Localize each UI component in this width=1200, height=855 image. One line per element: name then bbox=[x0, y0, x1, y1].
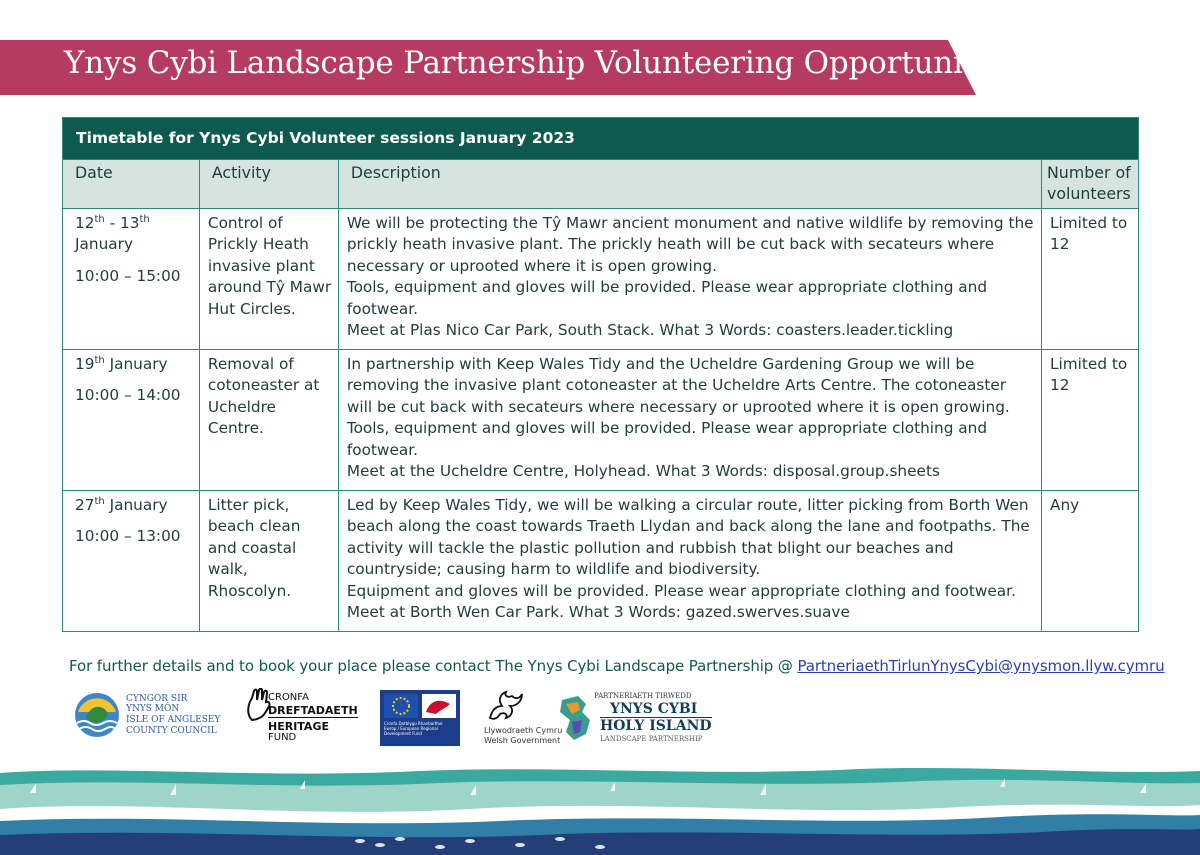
table-row bbox=[63, 208, 1139, 349]
holy-island-partnership-logo: PARTNERIAETH TIRWEDD YNYS CYBI HOLY ISLAND LANDSCAPE PARTNERSHIP bbox=[556, 692, 720, 744]
timetable-header-row bbox=[63, 159, 1139, 208]
session-date: 12th - 13th January 10:00 – 15:00 bbox=[63, 208, 200, 349]
contact-line bbox=[69, 657, 1165, 675]
anglesey-emblem-icon bbox=[72, 690, 122, 740]
title-banner bbox=[0, 40, 1019, 95]
session-description: Led by Keep Wales Tidy, we will be walking a circular route, litter picking from Borth Wen beach along the coast towards Traeth Llydan and back along the lane and footpaths. The activity will tackle the plastic pollution and rubbish that blight our beaches and countryside; causing harm to wildlife and biodiversity. Equipment and gloves will be provided. Please wear appropriate clothing and footwear. Meet at Borth Wen Car Park. What 3 Words: gazed.swerves.suave bbox=[338, 490, 1041, 631]
heritage-fund-logo: CRONFA DREFTADAETH HERITAGE FUND bbox=[244, 688, 364, 744]
welsh-government-logo: Llywodraeth Cymru Welsh Government bbox=[482, 688, 544, 744]
eu-fund-logo: Cronfa Datblygu Rhanbarthol Ewrop / European Regional Development Fund bbox=[380, 690, 460, 746]
timetable-caption-row bbox=[63, 118, 1139, 160]
session-volunteers: Limited to 12 bbox=[1041, 208, 1138, 349]
header-date: Date bbox=[63, 159, 200, 208]
table-row bbox=[63, 490, 1139, 631]
table-row bbox=[63, 349, 1139, 490]
session-date: 19th January 10:00 – 14:00 bbox=[63, 349, 200, 490]
island-map-icon bbox=[556, 694, 596, 742]
session-volunteers: Any bbox=[1041, 490, 1138, 631]
timetable bbox=[62, 117, 1139, 632]
timetable-caption: Timetable for Ynys Cybi Volunteer sessions January 2023 bbox=[63, 118, 1139, 160]
welsh-dragon-icon bbox=[486, 688, 526, 722]
session-description: In partnership with Keep Wales Tidy and the Ucheldre Gardening Group we will be removing the invasive plant cotoneaster at the Ucheldre Arts Centre. The cotoneaster will be cut back with secateurs where necessary or uprooted where it is open growing. Tools, equipment and gloves will be provided. Please wear appropriate clothing and footwear. Meet at the Ucheldre Centre, Holyhead. What 3 Words: disposal.group.sheets bbox=[338, 349, 1041, 490]
session-volunteers: Limited to 12 bbox=[1041, 349, 1138, 490]
session-time: 10:00 – 13:00 bbox=[75, 527, 181, 545]
eu-flag-icon bbox=[380, 690, 460, 746]
session-time: 10:00 – 14:00 bbox=[75, 386, 181, 404]
session-activity: Control of Prickly Heath invasive plant around Tŷ Mawr Hut Circles. bbox=[199, 208, 338, 349]
header-volunteers: Number of volunteers bbox=[1041, 159, 1138, 208]
header-description: Description bbox=[338, 159, 1041, 208]
session-date: 27th January 10:00 – 13:00 bbox=[63, 490, 200, 631]
contact-email-link[interactable]: PartneriaethTirlunYnysCybi@ynysmon.llyw.cymru bbox=[797, 657, 1165, 675]
page-title: Ynys Cybi Landscape Partnership Volunteering Opportunities bbox=[64, 45, 1019, 81]
session-description: We will be protecting the Tŷ Mawr ancient monument and native wildlife by removing the prickly heath invasive plant. The prickly heath will be cut back with secateurs where necessary or uprooted where it is open growing. Tools, equipment and gloves will be provided. Please wear appropriate clothing and footwear. Meet at Plas Nico Car Park, South Stack. What 3 Words: coasters.leader.tickling bbox=[338, 208, 1041, 349]
sea-waves-decoration bbox=[0, 765, 1200, 855]
session-time: 10:00 – 15:00 bbox=[75, 266, 181, 285]
contact-text: For further details and to book your place please contact The Ynys Cybi Landscape Partnership @ bbox=[69, 657, 798, 675]
session-activity: Litter pick, beach clean and coastal walk, Rhoscolyn. bbox=[199, 490, 338, 631]
session-activity: Removal of cotoneaster at Ucheldre Centre. bbox=[199, 349, 338, 490]
anglesey-council-logo: CYNGOR SIR YNYS MÔN ISLE OF ANGLESEY COUNTY COUNCIL bbox=[72, 690, 212, 740]
header-activity: Activity bbox=[199, 159, 338, 208]
